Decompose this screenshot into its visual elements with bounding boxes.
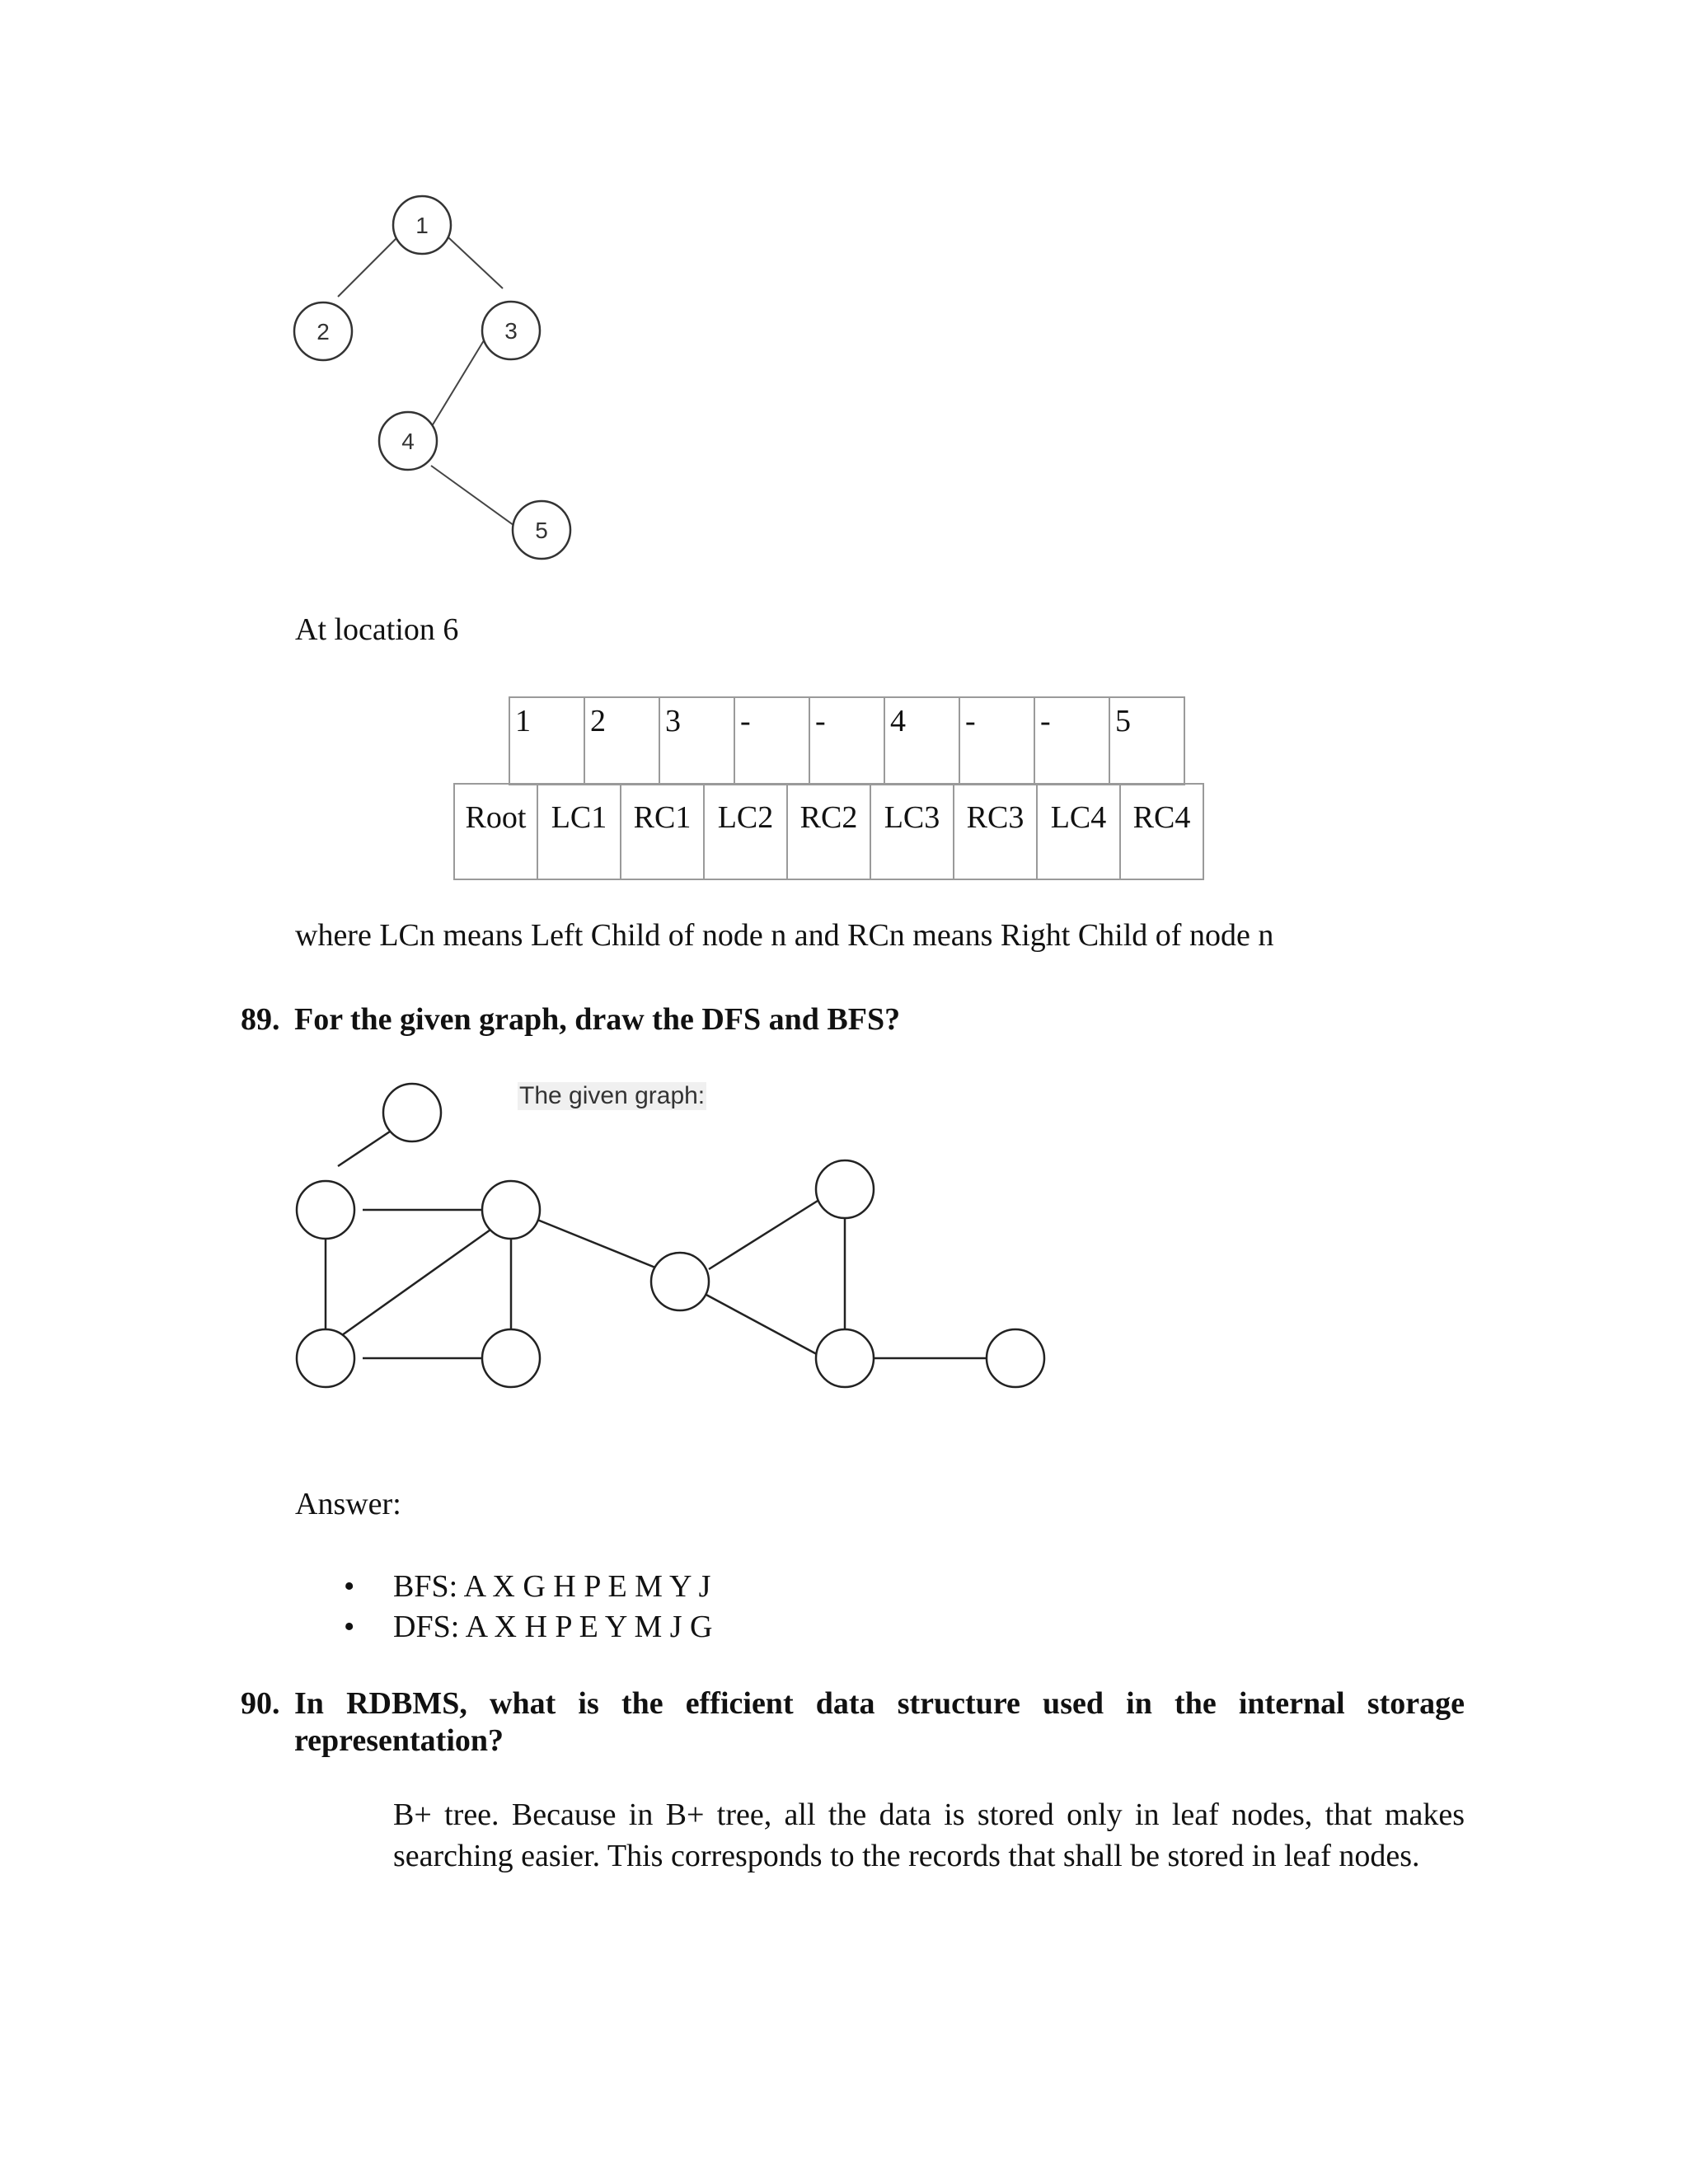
array-label-cell: LC3 xyxy=(870,784,954,879)
graph-node xyxy=(383,1084,441,1141)
array-labels-table xyxy=(453,783,1204,880)
tree-node-label: 3 xyxy=(504,318,518,344)
bfs-answer: BFS: A X G H P E M Y J xyxy=(393,1569,711,1604)
binary-tree-figure xyxy=(280,185,602,581)
answer-90-line-2: searching easier. This corresponds to the records that shall be stored in leaf nodes. xyxy=(393,1839,1420,1873)
answer-90-line-1: B+ tree. Because in B+ tree, all the data is stored only in leaf nodes, that makes xyxy=(393,1797,1465,1832)
array-label-cell: Root xyxy=(454,784,537,879)
graph-node xyxy=(482,1181,540,1239)
array-values-table xyxy=(509,696,1185,785)
graph-edge xyxy=(537,1220,659,1269)
array-value-cell: 5 xyxy=(1109,697,1184,785)
array-value-cell: 2 xyxy=(584,697,659,785)
graph-caption: The given graph: xyxy=(519,1082,706,1109)
bullet-icon: • xyxy=(344,1569,355,1604)
graph-node xyxy=(816,1160,874,1218)
array-label-cell: LC2 xyxy=(704,784,787,879)
tree-node-label: 4 xyxy=(401,429,415,454)
question-89-text: For the given graph, draw the DFS and BFS? xyxy=(294,1002,901,1037)
array-value-cell: 1 xyxy=(509,697,584,785)
array-value-cell: - xyxy=(959,697,1034,785)
graph-node xyxy=(651,1253,709,1310)
bullet-icon: • xyxy=(344,1610,355,1644)
array-value-cell: - xyxy=(1034,697,1109,785)
graph-node xyxy=(482,1329,540,1387)
graph-node xyxy=(297,1329,354,1387)
location-text: At location 6 xyxy=(295,612,459,647)
array-value-cell: - xyxy=(809,697,884,785)
array-value-cell: 4 xyxy=(884,697,959,785)
graph-node xyxy=(297,1181,354,1239)
graph-edge xyxy=(705,1294,824,1358)
array-label-cell: RC2 xyxy=(787,784,870,879)
array-label-cell: LC4 xyxy=(1037,784,1120,879)
graph-edge xyxy=(342,1224,499,1335)
array-label-cell: RC3 xyxy=(954,784,1037,879)
graph-node xyxy=(816,1329,874,1387)
legend-text: where LCn means Left Child of node n and RCn means Right Child of node n xyxy=(295,918,1274,953)
array-label-cell: LC1 xyxy=(537,784,621,879)
array-label-cell: RC4 xyxy=(1120,784,1203,879)
dfs-answer: DFS: A X H P E Y M J G xyxy=(393,1610,713,1644)
graph-node xyxy=(987,1329,1044,1387)
graph-figure xyxy=(280,1071,1063,1418)
answer-label: Answer: xyxy=(295,1487,401,1521)
question-89-number: 89. xyxy=(241,1002,280,1037)
question-90-number: 90. xyxy=(241,1686,280,1721)
tree-node-label: 1 xyxy=(415,213,429,238)
graph-edge xyxy=(709,1197,824,1269)
question-90-line-2: representation? xyxy=(294,1723,504,1758)
array-label-cell: RC1 xyxy=(621,784,704,879)
question-90-line-1: In RDBMS, what is the efficient data structure used in the internal storage xyxy=(294,1686,1465,1721)
tree-node-label: 2 xyxy=(316,319,330,344)
array-value-cell: - xyxy=(734,697,809,785)
array-value-cell: 3 xyxy=(659,697,734,785)
tree-node-label: 5 xyxy=(535,518,548,543)
